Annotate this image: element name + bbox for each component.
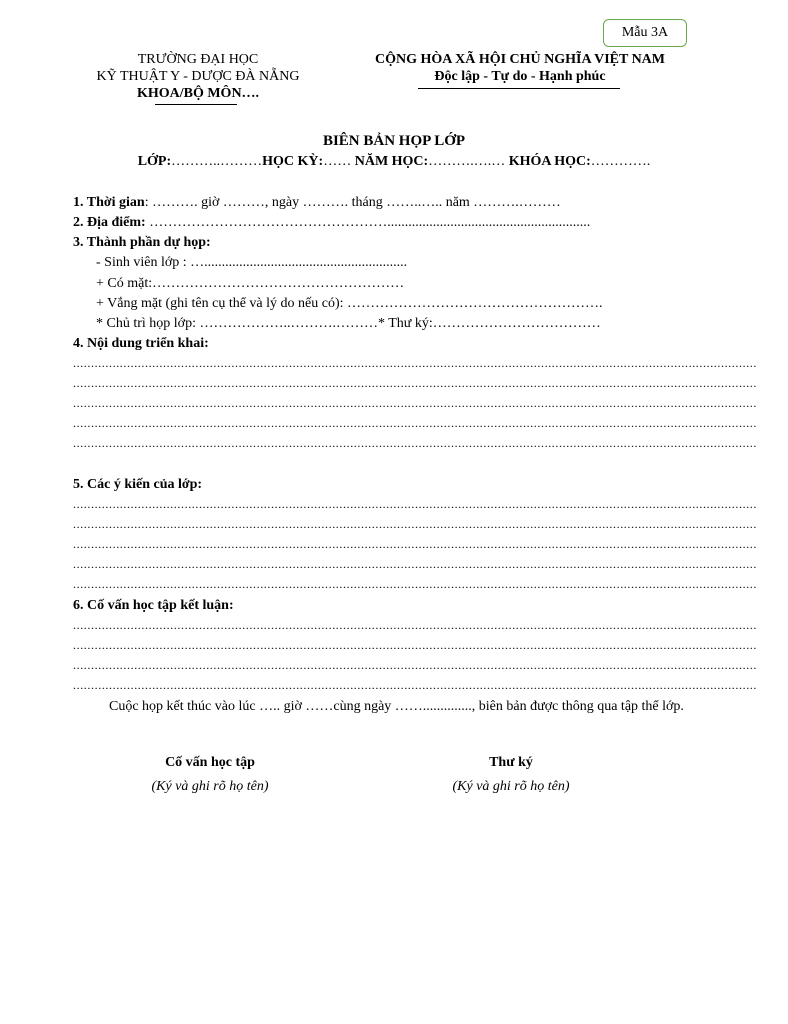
course-label: KHÓA HỌC:: [508, 154, 591, 169]
header-right-underline: [418, 88, 620, 89]
content-line: ..............................................................................................................................................................................................: [73, 376, 757, 390]
opinions-label: 5. Các ý kiến của lớp:: [73, 477, 203, 492]
header-faculty: KHOA/BỘ MÔN….: [136, 86, 260, 101]
document-subtitle: [0, 154, 788, 170]
class-label: LỚP:: [137, 154, 172, 169]
header-motto: Độc lập - Tự do - Hạnh phúc: [434, 69, 606, 84]
advisor-line: ..............................................................................................................................................................................................: [73, 678, 757, 692]
term-label: HỌC KỲ:: [262, 154, 324, 169]
place-label: 2. Địa điểm:: [73, 215, 146, 230]
section-time: [73, 195, 561, 211]
header-school-line1: TRƯỜNG ĐẠI HỌC: [137, 52, 259, 67]
section-place: [73, 215, 590, 231]
header-country: CỘNG HÒA XÃ HỘI CHỦ NGHĨA VIỆT NAM: [374, 52, 665, 67]
present-line: + Có mặt:………………………………………………: [96, 276, 405, 291]
content-line: ..............................................................................................................................................................................................: [73, 416, 757, 430]
content-line: ..............................................................................................................................................................................................: [73, 396, 757, 410]
year-label: NĂM HỌC:: [354, 154, 429, 169]
signature-secretary-note: (Ký và ghi rõ họ tên): [452, 779, 570, 794]
students-line: - Sinh viên lớp : …..........................................................: [96, 255, 408, 270]
opinions-line: ..............................................................................................................................................................................................: [73, 557, 757, 571]
year-dots: ……….….…: [428, 154, 506, 169]
opinions-line: ..............................................................................................................................................................................................: [73, 497, 757, 511]
closing-paragraph: Cuộc họp kết thúc vào lúc ….. giờ ……cùng ngày …….............., biên bản được thông qua tập thể lớp.: [109, 699, 684, 714]
chair-line: * Chủ trì họp lớp: ………………..……….………* Thư ký:………………………………: [96, 316, 601, 331]
course-dots: ………….: [590, 154, 651, 169]
content-line: ..............................................................................................................................................................................................: [73, 356, 757, 370]
term-dots: ……: [323, 154, 352, 169]
document-title: BIÊN BẢN HỌP LỚP: [322, 133, 466, 149]
advisor-line: ..............................................................................................................................................................................................: [73, 638, 757, 652]
content-line: ..............................................................................................................................................................................................: [73, 436, 757, 450]
signature-secretary-title: Thư ký: [489, 755, 533, 770]
signature-advisor-note: (Ký và ghi rõ họ tên): [151, 779, 269, 794]
time-label: 1. Thời gian: [73, 195, 145, 210]
attendees-label: 3. Thành phần dự họp:: [73, 235, 211, 250]
opinions-line: ..............................................................................................................................................................................................: [73, 537, 757, 551]
advisor-label: 6. Cố vấn học tập kết luận:: [73, 598, 234, 613]
form-code-badge: Mẫu 3A: [603, 19, 687, 47]
advisor-line: ..............................................................................................................................................................................................: [73, 618, 757, 632]
header-left-underline: [155, 104, 237, 105]
content-label: 4. Nội dung triển khai:: [73, 336, 209, 351]
header-school-line2: KỸ THUẬT Y - DƯỢC ĐÀ NẴNG: [96, 69, 300, 84]
advisor-line: ..............................................................................................................................................................................................: [73, 658, 757, 672]
opinions-line: ..............................................................................................................................................................................................: [73, 577, 757, 591]
absent-line: + Vắng mặt (ghi tên cụ thể và lý do nếu có): ……………………………………………….: [96, 296, 603, 311]
signature-advisor-title: Cố vấn học tập: [165, 755, 255, 770]
class-dots: ………..………: [171, 154, 263, 169]
place-fill: ……………………………………………..........................................................: [145, 215, 591, 230]
opinions-line: ..............................................................................................................................................................................................: [73, 517, 757, 531]
time-fill: : ………. giờ ………, ngày ………. tháng ……..….. năm ……….………: [144, 195, 561, 210]
